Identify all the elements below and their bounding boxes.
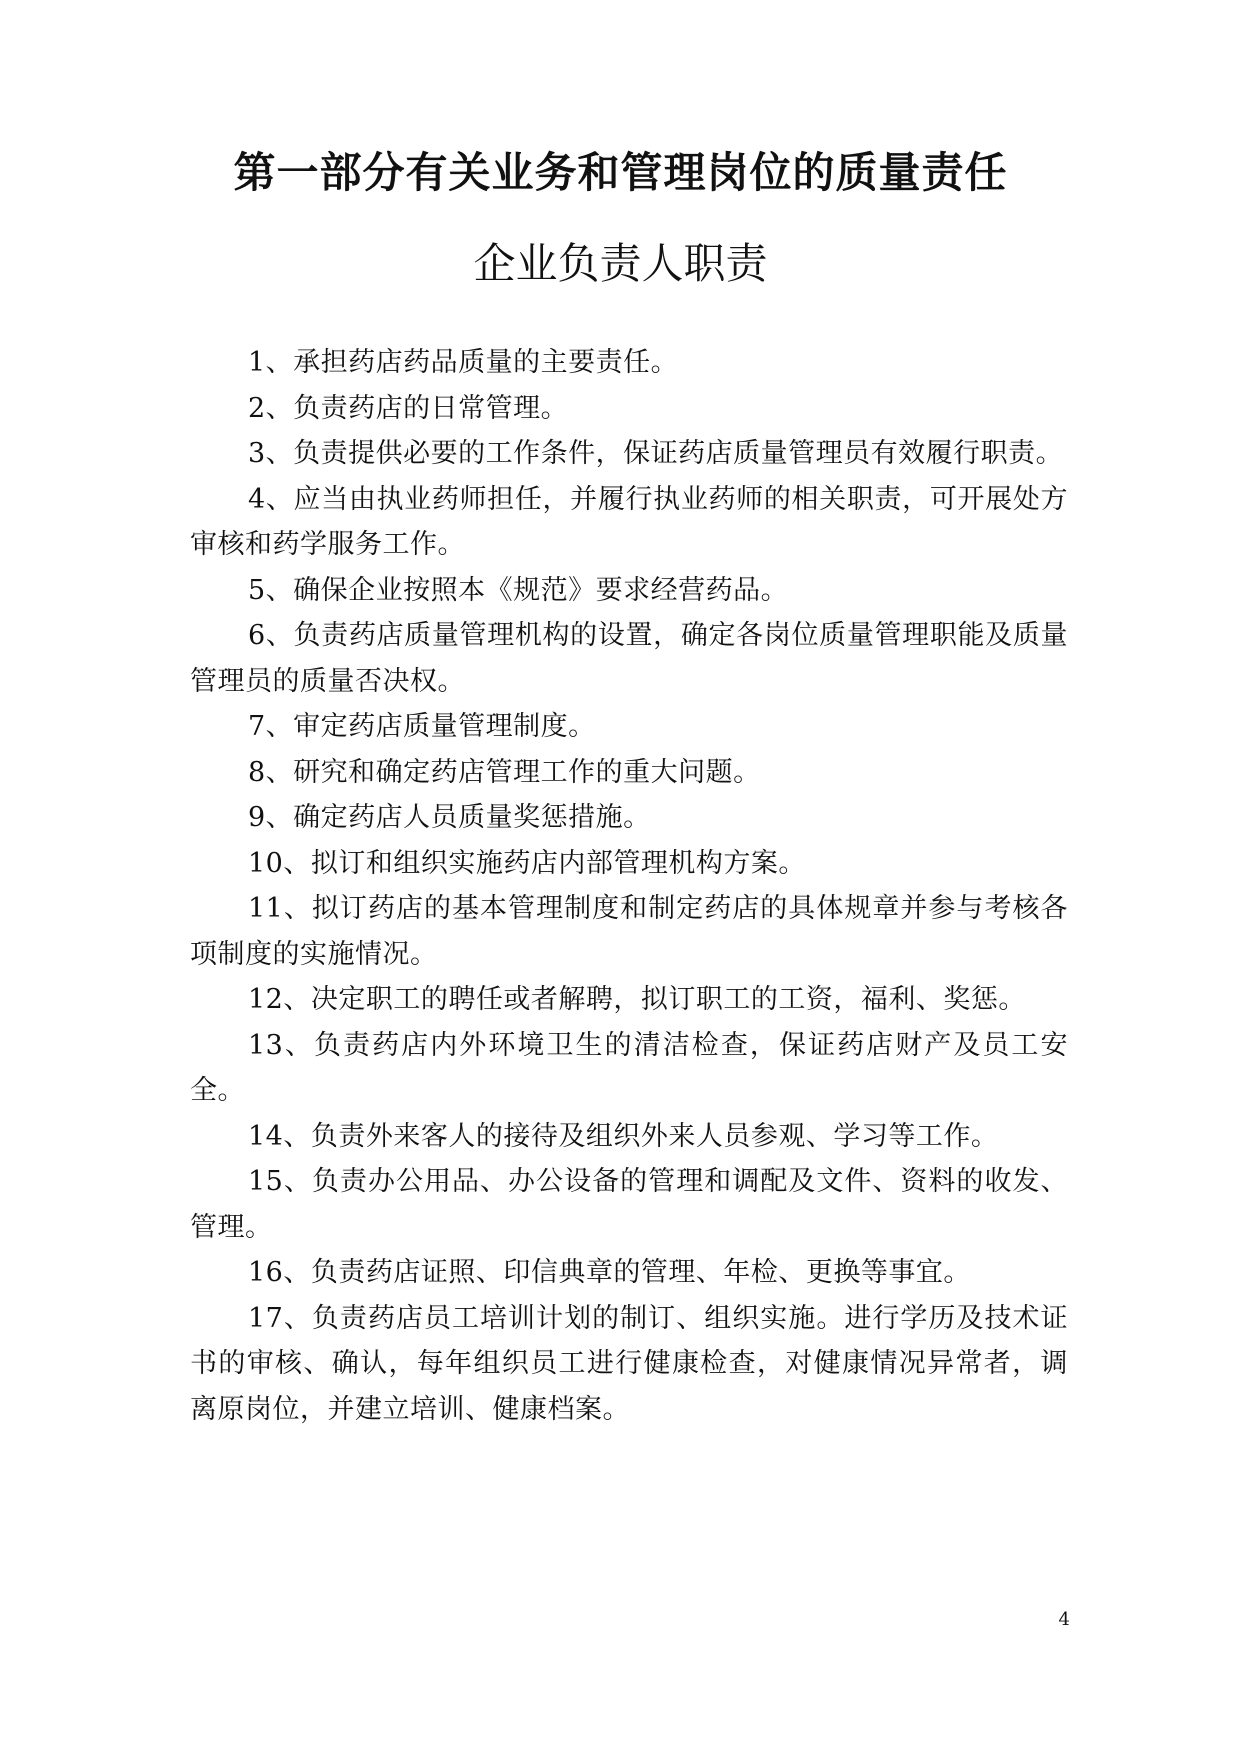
list-item: 1、承担药店药品质量的主要责任。 <box>248 347 679 378</box>
list-item: 9、确定药店人员质量奖惩措施。 <box>248 802 651 833</box>
responsibility-list <box>190 340 1068 1432</box>
list-item: 11、拟订药店的基本管理制度和制定药店的具体规章并参与考核各项制度的实施情况。 <box>190 893 1068 970</box>
list-item: 8、研究和确定药店管理工作的重大问题。 <box>248 756 761 788</box>
list-item: 13、负责药店内外环境卫生的清洁检查，保证药店财产及员工安全。 <box>190 1029 1068 1106</box>
list-item: 7、审定药店质量管理制度。 <box>248 711 596 742</box>
list-item: 14、负责外来客人的接待及组织外来人员参观、学习等工作。 <box>248 1120 999 1152</box>
page-number: 4 <box>1058 1609 1070 1630</box>
list-item: 12、决定职工的聘任或者解聘，拟订职工的工资，福利、奖惩。 <box>248 984 1026 1015</box>
list-item: 16、负责药店证照、印信典章的管理、年检、更换等事宜。 <box>248 1257 971 1288</box>
section-title: 企业负责人职责 <box>473 239 768 288</box>
list-item: 3、负责提供必要的工作条件，保证药店质量管理员有效履行职责。 <box>248 438 1064 469</box>
list-item: 6、负责药店质量管理机构的设置，确定各岗位质量管理职能及质量管理员的质量否决权。 <box>190 620 1068 697</box>
page-title: 第一部分有关业务和管理岗位的质量责任 <box>233 148 1008 197</box>
list-item: 2、负责药店的日常管理。 <box>248 392 569 424</box>
list-item: 17、负责药店员工培训计划的制订、组织实施。进行学历及技术证书的审核、确认，每年组织员工进行健康检查，对健康情况异常者，调离原岗位，并建立培训、健康档案。 <box>190 1302 1068 1425</box>
list-item: 10、拟订和组织实施药店内部管理机构方案。 <box>248 847 806 879</box>
list-item: 5、确保企业按照本《规范》要求经营药品。 <box>248 574 789 606</box>
list-item: 15、负责办公用品、办公设备的管理和调配及文件、资料的收发、管理。 <box>190 1166 1068 1243</box>
list-item: 4、应当由执业药师担任，并履行执业药师的相关职责，可开展处方审核和药学服务工作。 <box>190 483 1068 560</box>
